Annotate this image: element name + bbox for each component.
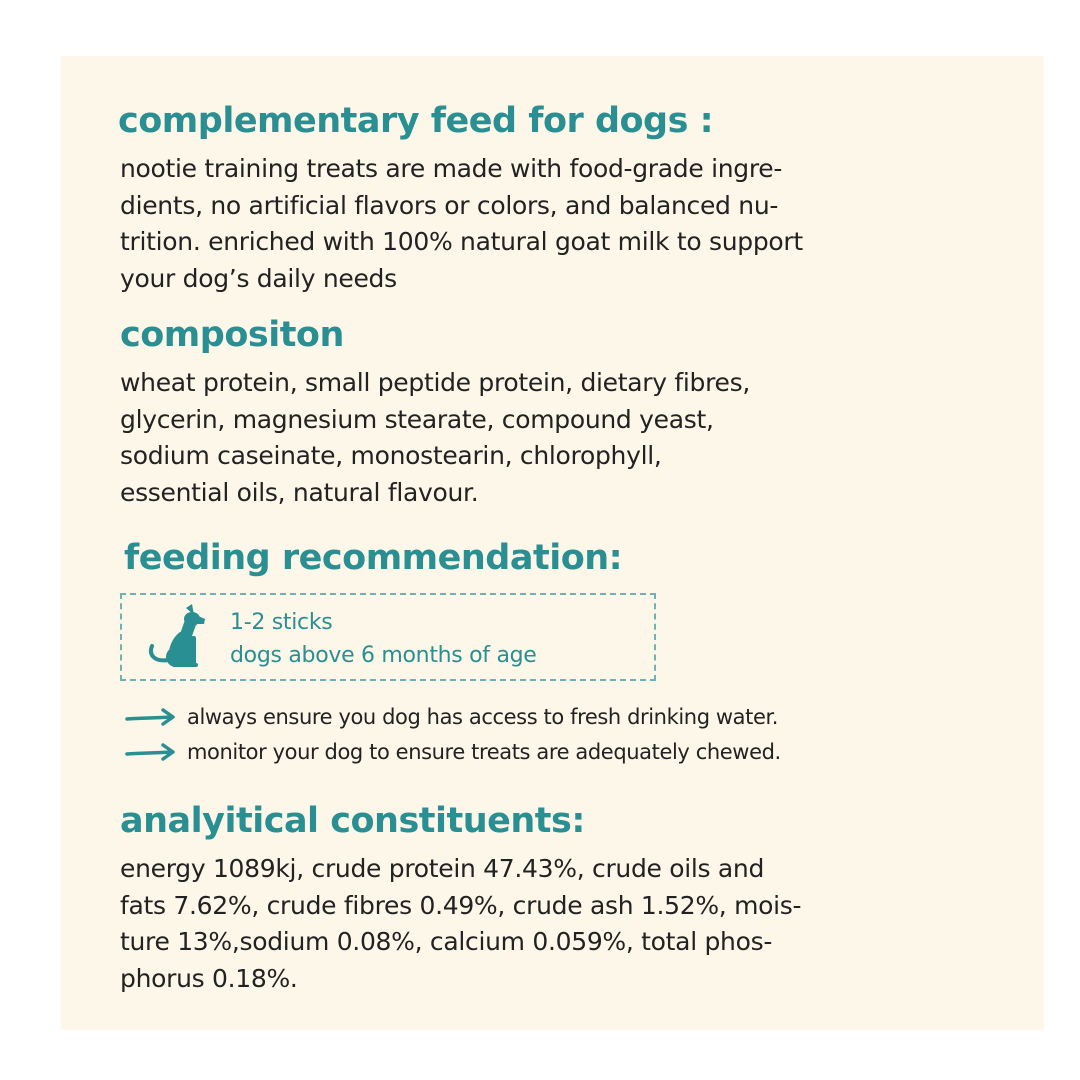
feeding-recommendation-heading: feeding recommendation: [124,538,623,578]
feeding-amount: 1-2 sticks [230,610,333,635]
complementary-feed-text: nootie training treats are made with food-grade ingre- dients, no artificial flavors or colors, and balanced nu- trition. enriched with 100% natural goat milk to support your dog’s daily needs [120,154,803,293]
arrow-right-icon [125,707,179,727]
feeding-age: dogs above 6 months of age [230,643,537,668]
composition-text: wheat protein, small peptide protein, dietary fibres, glycerin, magnesium stearate, compound yeast, sodium caseinate, monostearin, chlorophyll, essential oils, natural flavour. [120,368,750,507]
complementary-feed-heading: complementary feed for dogs : [118,101,714,141]
feeding-note [125,737,781,767]
feeding-note-text: monitor your dog to ensure treats are adequately chewed. [187,740,781,764]
sitting-dog-icon [142,602,208,670]
feeding-note-text: always ensure you dog has access to fresh drinking water. [187,705,779,729]
feeding-note [125,702,778,732]
analytical-constituents-text: energy 1089kj, crude protein 47.43%, crude oils and fats 7.62%, crude fibres 0.49%, crude ash 1.52%, mois- ture 13%,sodium 0.08%, calcium 0.059%, total phos- phorus 0.18%. [120,854,802,993]
analytical-constituents-heading: analyitical constituents: [120,801,585,841]
composition-heading: compositon [120,315,344,355]
arrow-right-icon [125,742,179,762]
